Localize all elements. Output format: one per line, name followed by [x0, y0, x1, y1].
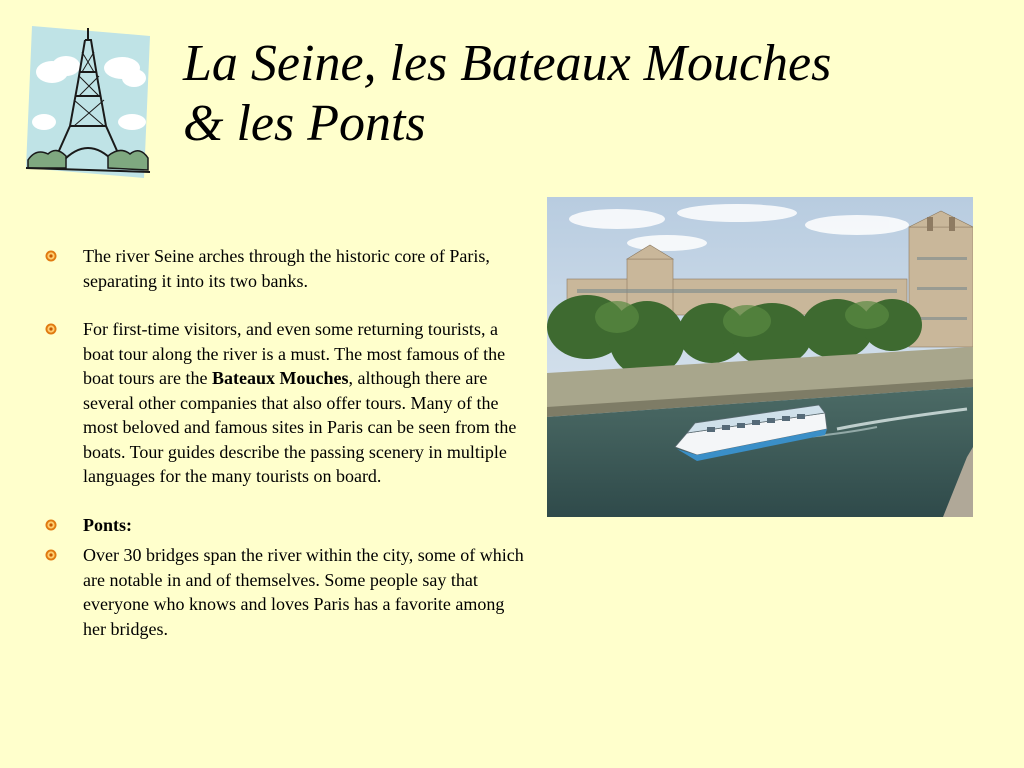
- seine-bateau-mouche-photo: [547, 197, 973, 517]
- bateaux-mouches-bold: Bateaux Mouches: [211, 368, 349, 388]
- title-line-2: & les Ponts: [183, 95, 426, 152]
- bullet-text: Over 30 bridges span the river within the city, some of which are notable in and of themselves. Some people say that everyone who knows and loves Paris has a favorite among her bridges.: [83, 545, 524, 639]
- list-item: [40, 543, 530, 641]
- orange-flower-bullet-icon: [45, 250, 57, 262]
- ponts-heading: [83, 513, 530, 538]
- list-item: [40, 513, 530, 538]
- list-item: [40, 244, 530, 293]
- page-title: [183, 34, 1003, 154]
- bullet-text: The river Seine arches through the historic core of Paris, separating it into its two banks.: [83, 246, 490, 291]
- bullet-list: [40, 244, 530, 641]
- list-item: [40, 317, 530, 489]
- eiffel-tower-icon: [22, 22, 154, 182]
- title-line-1: La Seine, les Bateaux Mouches: [183, 35, 832, 92]
- ponts-bold: Ponts:: [83, 514, 132, 535]
- bullet-text-part: , although there are several other companies that also offer tours. Many of the most beloved and famous sites in Paris can be seen from the boats. Tour guides describe the passing scenery in multiple languages for the many tourists on board.: [83, 368, 517, 486]
- orange-flower-bullet-icon: [45, 519, 57, 531]
- bullet-text-part: For first-time visitors, and even some returning tourists, a boat tour along the river is a must. The most famous of the boat tours are the: [83, 319, 506, 388]
- orange-flower-bullet-icon: [45, 549, 57, 561]
- bullet-text: [83, 317, 530, 489]
- orange-flower-bullet-icon: [45, 323, 57, 335]
